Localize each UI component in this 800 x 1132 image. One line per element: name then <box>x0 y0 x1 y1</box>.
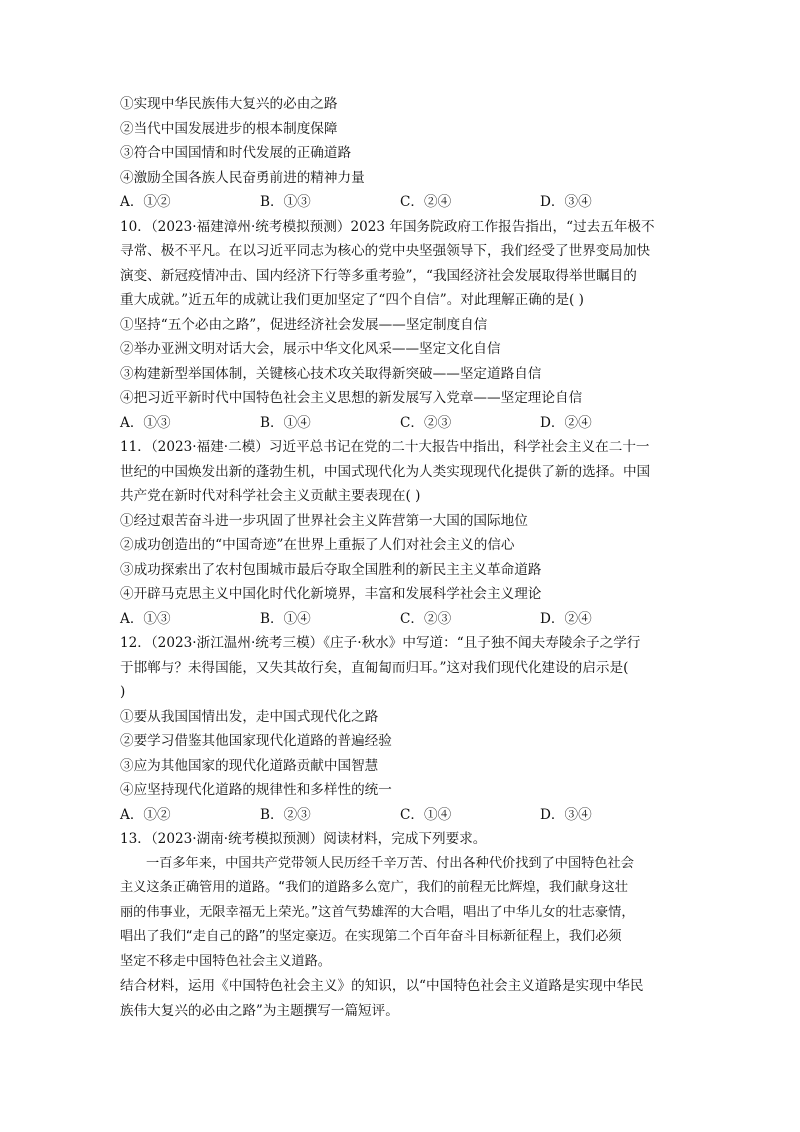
material-line: 一百多年来，中国共产党带领人民历经千辛万苦、付出各种代价找到了中国特色社会 <box>146 855 634 871</box>
material-line: 坚定不移走中国特色社会主义道路。 <box>120 953 331 969</box>
option-statement: ③构建新型举国体制，关键核心技术攻关取得新突破——坚定道路自信 <box>120 365 542 382</box>
choice-a: A．①③ <box>120 414 171 431</box>
question-12 <box>120 631 680 827</box>
option-statement: ②要学习借鉴其他国家现代化道路的普遍经验 <box>120 733 392 749</box>
question-12-choices <box>120 803 680 828</box>
question-11-choices <box>120 607 680 632</box>
choice-d: D．③④ <box>540 806 592 823</box>
option-statement: ②当代中国发展进步的根本制度保障 <box>120 120 338 137</box>
question-stem-line: 13．（2023·湖南·统考模拟预测）阅读材料，完成下列要求。 <box>120 831 487 847</box>
choice-c: C．①④ <box>400 806 452 823</box>
choice-c: C．②③ <box>400 610 452 627</box>
choice-b: B．②③ <box>260 806 311 823</box>
material-line: 唱出了我们“走自己的路”的坚定豪迈。在实现第二个百年奋斗目标新征程上，我们必须 <box>120 929 622 944</box>
question-10-choices <box>120 411 680 436</box>
question-9-choices <box>120 190 680 215</box>
exam-page <box>120 92 680 1023</box>
question-stem-line: 12．（2023·浙江温州·统考三模）《庄子·秋水》中写道：“且子独不闻夫寿陵余子之学行 <box>120 635 641 651</box>
choice-b: B．①④ <box>260 414 311 431</box>
option-statement: ④开辟马克思主义中国化时代化新境界，丰富和发展科学社会主义理论 <box>120 586 542 602</box>
choice-d: D．③④ <box>540 194 592 210</box>
choice-d: D．②④ <box>540 610 592 627</box>
task-line: 族伟大复兴的必由之路”为主题撰写一篇短评。 <box>120 1002 399 1019</box>
option-statement: ④应坚持现代化道路的规律性和多样性的统一 <box>120 782 392 798</box>
question-stem-line: 世纪的中国焕发出新的蓬勃生机，中国式现代化为人类实现现代化提供了新的选择。中国 <box>120 463 651 480</box>
material-line: 主义这条正确管用的道路。“我们的道路多么宽广，我们的前程无比辉煌，我们献身这壮 <box>120 880 628 895</box>
choice-c: C．②③ <box>400 414 452 431</box>
task-line: 结合材料，运用《中国特色社会主义》的知识，以“中国特色社会主义道路是实现中华民 <box>120 978 644 994</box>
question-11 <box>120 435 680 631</box>
material-line: 丽的伟事业，无限幸福无上荣光。”这首气势雄浑的大合唱，唱出了中华儿女的壮志豪情， <box>120 904 635 920</box>
question-stem-line: ) <box>120 684 126 700</box>
choice-d: D．②④ <box>540 414 592 431</box>
choice-c: C．②④ <box>400 194 452 210</box>
option-statement: ②成功创造出的“中国奇迹”在世界上重振了人们对社会主义的信心 <box>120 537 515 553</box>
choice-a: A．①② <box>120 806 171 823</box>
question-stem-line: 于邯郸与？未得国能，又失其故行矣，直匍匐而归耳。”这对我们现代化建设的启示是( <box>120 659 629 676</box>
option-statement: ④激励全国各族人民奋勇前进的精神力量 <box>120 169 365 186</box>
question-13 <box>120 827 680 1023</box>
option-statement: ③成功探索出了农村包围城市最后夺取全国胜利的新民主主义革命道路 <box>120 561 542 578</box>
option-statement: ①实现中华民族伟大复兴的必由之路 <box>120 96 338 112</box>
option-statement: ③符合中国国情和时代发展的正确道路 <box>120 145 352 161</box>
choice-a: A．①② <box>120 194 171 210</box>
option-statement: ②举办亚洲文明对话大会，展示中华文化风采——坚定文化自信 <box>120 341 501 357</box>
question-stem-line: 演变、新冠疫情冲击、国内经济下行等多重考验”，“我国经济社会发展取得举世瞩目的 <box>120 267 637 284</box>
question-stem-line: 重大成就。”近五年的成就让我们更加坚定了“四个自信”。对此理解正确的是( ) <box>120 292 584 308</box>
option-statement: ①坚持“五个必由之路”，促进经济社会发展——坚定制度自信 <box>120 316 488 333</box>
question-stem-line: 10．（2023·福建漳州·统考模拟预测）2023 年国务院政府工作报告指出，“过去五年极不 <box>120 218 655 235</box>
choice-a: A．①③ <box>120 610 171 627</box>
option-statement: ④把习近平新时代中国特色社会主义思想的新发展写入党章——坚定理论自信 <box>120 390 583 406</box>
option-statement: ①经过艰苦奋斗进一步巩固了世界社会主义阵营第一大国的国际地位 <box>120 512 528 529</box>
question-stem-line: 11．（2023·福建·二模）习近平总书记在党的二十大报告中指出，科学社会主义在二十一 <box>120 439 650 455</box>
question-stem-line: 寻常、极不平凡。在以习近平同志为核心的党中央坚强领导下，我们经受了世界变局加快 <box>120 243 651 259</box>
option-statement: ③应为其他国家的现代化道路贡献中国智慧 <box>120 757 379 774</box>
option-statement: ①要从我国国情出发，走中国式现代化之路 <box>120 708 379 725</box>
question-9-items <box>120 92 680 190</box>
question-10 <box>120 215 680 436</box>
choice-b: B．①③ <box>260 194 311 210</box>
reading-material <box>120 852 680 975</box>
choice-b: B．①④ <box>260 610 311 627</box>
question-stem-line: 共产党在新时代对科学社会主义贡献主要表现在( ) <box>120 488 421 504</box>
